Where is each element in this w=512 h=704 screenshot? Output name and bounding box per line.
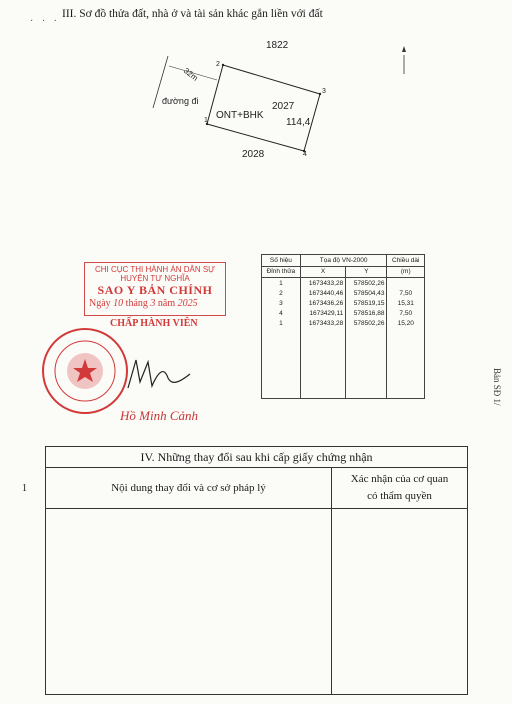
vertex-dot-2 [222, 64, 224, 66]
executor-title: CHẤP HÀNH VIÊN [110, 318, 198, 329]
land-use-code: ONT+BHK [216, 110, 264, 121]
changes-content-header: Nội dung thay đổi và cơ sở pháp lý [46, 468, 332, 509]
north-arrow-head [402, 46, 406, 52]
header-vertex-2: Đỉnh thửa [262, 266, 301, 278]
column-divider [331, 508, 332, 694]
neighbor-parcel-top: 1822 [266, 40, 289, 51]
vertex-label-2: 2 [216, 61, 220, 68]
section-4-title: IV. Những thay đổi sau khi cấp giấy chứng nhận [46, 447, 467, 468]
neighbor-parcel-bottom: 2028 [242, 149, 265, 160]
vertex-dot-3 [319, 93, 321, 95]
margin-handwriting: Bản SĐ 1/ [492, 368, 502, 406]
table-row: 1 1673433,28 578502,26 [262, 278, 425, 289]
vertex-label-3: 3 [322, 88, 326, 95]
parcel-map [0, 0, 512, 200]
table-filler-row [262, 328, 425, 399]
road-width-label: 32m [181, 66, 200, 83]
signer-name: Hồ Minh Cảnh [120, 408, 198, 423]
signature [124, 352, 194, 396]
header-y: Y [346, 266, 387, 278]
header-x: X [300, 266, 345, 278]
certified-copy-stamp [84, 262, 226, 316]
parcel-outline [207, 65, 320, 151]
header-coordinate-system: Tọa độ VN-2000 [300, 255, 387, 267]
table-row: 1 1673433,28 578502,26 15,20 [262, 318, 425, 328]
official-seal [40, 326, 130, 416]
stamp-date: Ngày 10 tháng 3 năm 2025 [89, 298, 198, 309]
authority-confirmation-header: Xác nhận của cơ quan có thẩm quyền [332, 468, 467, 509]
table-row: 4 1673429,11 578516,88 7,50 [262, 308, 425, 318]
stamp-district: HUYỆN TƯ NGHĨA [120, 274, 190, 283]
margin-mark: 1 [22, 483, 27, 494]
header-length-unit: (m) [387, 266, 425, 278]
scan-dots: · · · [30, 16, 60, 27]
road-label: đường đi [162, 96, 199, 106]
table-row: 3 1673436,26 578519,15 15,31 [262, 298, 425, 308]
stamp-heading: SAO Y BẢN CHÍNH [97, 283, 213, 297]
header-vertex: Số hiệu [262, 255, 301, 267]
section-3-title: III. Sơ đồ thửa đất, nhà ở và tài sản khác gắn liền với đất [62, 8, 323, 20]
vertex-label-4: 4 [303, 151, 307, 158]
changes-section [45, 446, 468, 695]
table-row: 2 1673440,46 578504,43 7,50 [262, 288, 425, 298]
header-length: Chiều dài [387, 255, 425, 267]
stamp-agency: CHI CỤC THI HÀNH ÁN DÂN SỰ [94, 265, 216, 274]
coordinate-table [261, 254, 425, 399]
vertex-label-1: 1 [204, 117, 208, 124]
parcel-area: 114,4 [286, 117, 311, 128]
parcel-number: 2027 [272, 101, 295, 112]
